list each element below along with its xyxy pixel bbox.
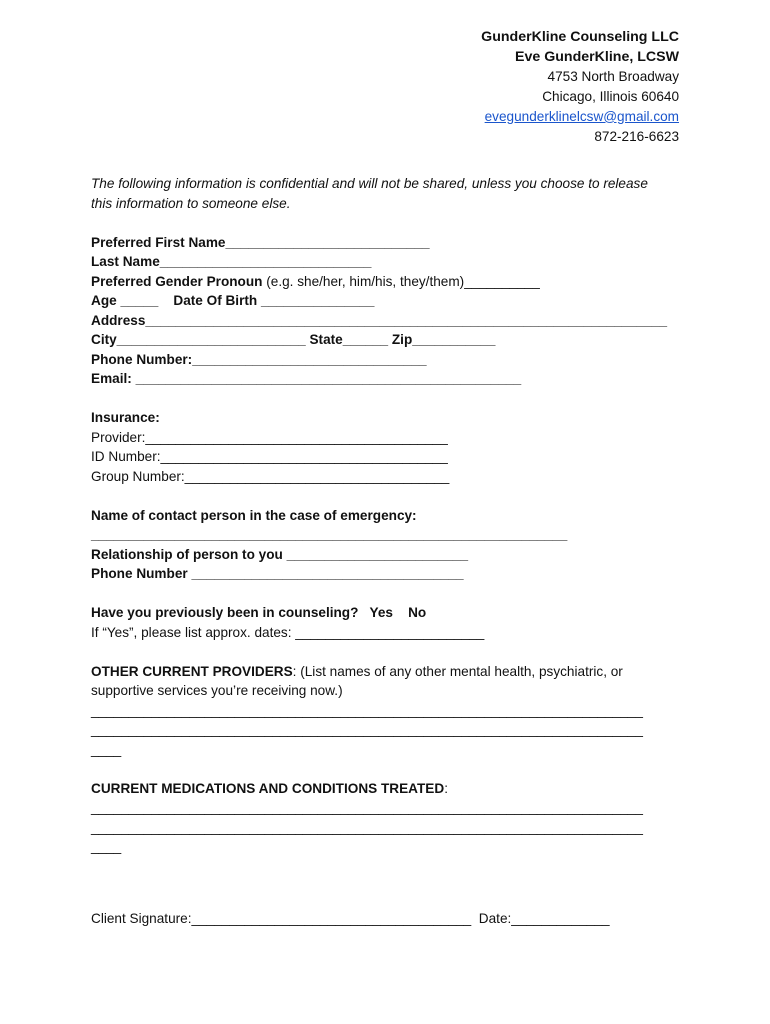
providers-prompt-line1 bbox=[91, 662, 691, 682]
signature-date-field[interactable]: Date:_____________ bbox=[478, 911, 610, 926]
emergency-relationship-field[interactable]: Relationship of person to you ________________________ bbox=[91, 546, 469, 562]
signature-row bbox=[91, 911, 610, 926]
medications-heading: CURRENT MEDICATIONS AND CONDITIONS TREATED bbox=[91, 780, 445, 796]
insurance-id-field[interactable]: ID Number:______________________________________ bbox=[91, 449, 448, 464]
email-field[interactable]: Email: ___________________________________________________ bbox=[91, 371, 522, 386]
phone-field[interactable]: Phone Number:_______________________________ bbox=[91, 351, 427, 367]
counseling-no-option[interactable]: No bbox=[408, 605, 427, 620]
insurance-heading: Insurance: bbox=[91, 410, 160, 425]
counseling-question-row bbox=[91, 603, 691, 623]
medications-answer-line2[interactable]: _________________________________________________________________________ bbox=[91, 819, 643, 835]
client-signature-field[interactable]: Client Signature:_____________________________________ bbox=[91, 911, 472, 926]
pronoun-label: Preferred Gender Pronoun bbox=[91, 273, 263, 289]
counseling-question: Have you previously been in counseling? bbox=[91, 605, 359, 620]
emergency-phone-field[interactable]: Phone Number ____________________________________ bbox=[91, 566, 464, 581]
counseling-dates-field[interactable]: If “Yes”, please list approx. dates: _________________________ bbox=[91, 624, 485, 640]
dob-field[interactable]: Date Of Birth _______________ bbox=[173, 293, 375, 308]
providers-answer-line1[interactable]: _________________________________________________________________________ bbox=[91, 702, 643, 718]
pronoun-hint: (e.g. she/her, him/his, they/them)__________ bbox=[262, 273, 540, 289]
practice-header bbox=[481, 28, 679, 146]
insurance-provider-field[interactable]: Provider:________________________________________ bbox=[91, 429, 448, 445]
medications-colon: : bbox=[444, 780, 448, 796]
providers-answer-line2[interactable]: _________________________________________________________________________ bbox=[91, 722, 643, 737]
form-body bbox=[91, 174, 691, 857]
city-state-zip: Chicago, Illinois 60640 bbox=[542, 89, 679, 105]
zip-field[interactable]: Zip___________ bbox=[391, 332, 496, 347]
insurance-group-field[interactable]: Group Number:___________________________________ bbox=[91, 468, 450, 484]
counseling-yes-option[interactable]: Yes bbox=[369, 605, 393, 620]
age-field[interactable]: Age _____ bbox=[91, 293, 159, 308]
practice-phone: 872-216-6623 bbox=[594, 128, 679, 144]
emergency-heading: Name of contact person in the case of emergency: bbox=[91, 507, 417, 523]
city-field[interactable]: City_________________________ bbox=[91, 332, 306, 347]
clinician-name: Eve GunderKline, LCSW bbox=[515, 48, 679, 65]
practice-name: GunderKline Counseling LLC bbox=[481, 29, 679, 45]
confidentiality-notice-line2: this information to someone else. bbox=[91, 195, 291, 211]
medications-answer-line1[interactable]: _________________________________________________________________________ bbox=[91, 800, 643, 815]
pronoun-field[interactable] bbox=[91, 272, 691, 292]
last-name-field[interactable]: Last Name____________________________ bbox=[91, 254, 372, 269]
state-field[interactable]: State______ bbox=[309, 332, 389, 347]
street-address: 4753 North Broadway bbox=[547, 69, 679, 85]
confidentiality-notice-line1: The following information is confidential and will not be shared, unless you choose to release bbox=[91, 176, 648, 191]
providers-prompt-line2: supportive services you’re receiving now.) bbox=[91, 683, 343, 698]
address-field[interactable]: Address_____________________________________________________________________ bbox=[91, 312, 668, 328]
providers-heading: OTHER CURRENT PROVIDERS bbox=[91, 663, 293, 679]
email-link[interactable]: evegunderklinelcsw@gmail.com bbox=[484, 108, 679, 124]
age-dob-row bbox=[91, 291, 691, 311]
first-name-field[interactable]: Preferred First Name___________________________ bbox=[91, 234, 430, 250]
emergency-name-field[interactable]: _______________________________________________________________ bbox=[91, 527, 568, 542]
medications-prompt bbox=[91, 779, 691, 799]
medications-answer-line3[interactable]: ____ bbox=[91, 839, 122, 854]
providers-text: : (List names of any other mental health, psychiatric, or bbox=[292, 663, 623, 679]
providers-answer-line3[interactable]: ____ bbox=[91, 741, 122, 757]
city-state-zip-row bbox=[91, 330, 691, 350]
